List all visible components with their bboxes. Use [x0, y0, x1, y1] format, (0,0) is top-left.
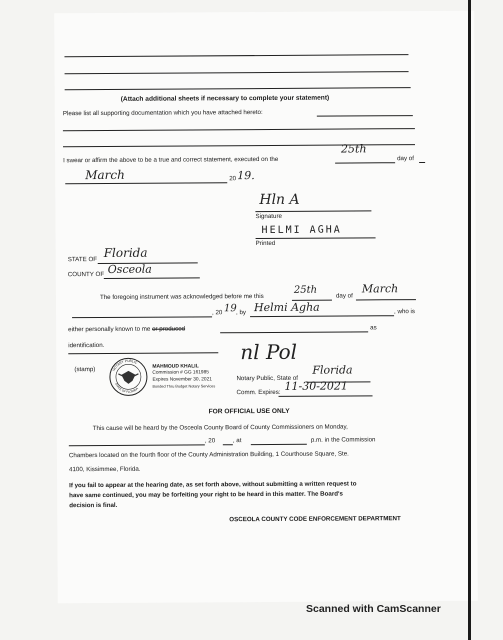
- notary-state-handwritten: Florida: [312, 363, 353, 377]
- day-of-line: [419, 162, 425, 163]
- svg-text:NOTARY PUBLIC: [112, 359, 139, 372]
- page-edge: [468, 0, 471, 640]
- state-handwritten: Florida: [103, 245, 148, 260]
- printed-label: Printed: [255, 239, 276, 248]
- warning-line-1: If you fail to appear at the hearing date, as set forth above, without submitting a written request to: [69, 480, 357, 490]
- department-name: OSCEOLA COUNTY CODE ENFORCEMENT DEPARTMENT: [229, 515, 401, 524]
- known-part: either personally known to me: [68, 325, 151, 334]
- swear-text: I swear or affirm the above to be a true and correct statement, executed on the: [63, 155, 279, 165]
- attach-heading: (Attach additional sheets if necessary to complete your statement): [120, 94, 330, 103]
- notary-name: MAHMOUD KHALIL: [152, 363, 199, 370]
- printed-name-handwritten: HELMI AGHA: [261, 224, 342, 237]
- who-is-label: , who is: [394, 308, 416, 316]
- day-label: day of: [397, 155, 414, 163]
- month-line: [65, 182, 227, 184]
- signature-label: Signature: [255, 212, 282, 221]
- statement-line: [65, 71, 409, 74]
- hearing-line-1: This cause will be heard by the Osceola County Board of County Commissioners on Monday,: [92, 423, 348, 433]
- hearing-line-3: Chambers located on the fourth floor of the County Administration Building, 1 Courthouse Square, Ste.: [68, 450, 349, 460]
- identification-label: identification.: [68, 341, 105, 350]
- notary-public-label: Notary Public, State of: [236, 374, 299, 383]
- hearing-at: , at: [232, 437, 242, 445]
- ack-year-handwritten: 19: [223, 303, 237, 315]
- notary-bonded: Bonded Thru Budget Notary Services: [152, 384, 216, 389]
- notary-seal: [108, 357, 148, 397]
- notary-commission: Commission # GG 161985: [152, 370, 209, 376]
- state-label: STATE OF: [67, 256, 98, 264]
- notary-signature-handwritten: nl Pol: [240, 339, 298, 365]
- ack-line: [72, 316, 212, 318]
- by-label: , by: [236, 309, 247, 317]
- printed-line: [256, 237, 376, 239]
- ack-year-prefix: , 20: [212, 309, 223, 317]
- as-label: as: [370, 324, 377, 332]
- seal-bottom-text: STATE OF FLORIDA: [114, 382, 139, 394]
- stamp-label: (stamp): [74, 366, 96, 374]
- official-use-heading: FOR OFFICIAL USE ONLY: [208, 407, 290, 416]
- ack-day-handwritten: 25th: [293, 284, 318, 296]
- documentation-prompt: Please list all supporting documentation which you have attached hereto:: [62, 109, 263, 118]
- hearing-pm: p.m. in the Commission: [310, 436, 376, 444]
- acknowledged-text: The foregoing instrument was acknowledged before me this: [99, 293, 264, 302]
- seal-text: NOTARY PUBLIC: [111, 358, 138, 372]
- documentation-line: [63, 128, 415, 131]
- executed-year-handwritten: 19.: [237, 169, 255, 183]
- ack-name-handwritten: Helmi Agha: [253, 300, 320, 315]
- statement-line: [65, 87, 411, 90]
- or-produced-struck: or produced: [152, 325, 186, 333]
- camscanner-watermark: Scanned with CamScanner: [306, 603, 441, 615]
- comm-expires-handwritten: 11-30-2021: [284, 379, 348, 393]
- ack-month-line: [356, 299, 416, 300]
- signature-line: [255, 210, 371, 212]
- hearing-time-line: [251, 444, 307, 445]
- seal-icon: [108, 357, 148, 397]
- executed-month-handwritten: March: [85, 167, 125, 183]
- notary-expires: Expires November 30, 2021: [152, 377, 212, 383]
- ack-month-handwritten: March: [361, 282, 399, 296]
- documentation-line: [317, 115, 413, 117]
- ack-name-line: [250, 315, 394, 317]
- hearing-year: , 20: [204, 437, 216, 445]
- comm-expires-line: [279, 395, 373, 397]
- comm-expires-label: Comm. Expires:: [236, 388, 281, 397]
- county-handwritten: Osceola: [107, 262, 152, 276]
- hearing-year-line: [223, 444, 233, 445]
- identification-line: [68, 352, 218, 354]
- day-line: [335, 162, 395, 163]
- year-prefix: 20: [229, 175, 237, 183]
- executed-day-handwritten: 25th: [340, 142, 367, 156]
- known-text: [68, 325, 185, 333]
- signature-handwritten: Hln A: [259, 191, 300, 209]
- hearing-date-line: [69, 444, 205, 446]
- warning-line-2: have same continued, you may be forfeiting your right to be heard in this matter. The Board's: [69, 490, 343, 500]
- ack-day-of-label: day of: [335, 292, 353, 300]
- warning-line-3: decision is final.: [69, 501, 118, 510]
- id-line: [220, 331, 368, 333]
- county-line: [104, 277, 200, 279]
- statement-line: [64, 54, 408, 57]
- document-page: [54, 11, 478, 604]
- county-label: COUNTY OF: [67, 270, 105, 279]
- hearing-line-4: 4100, Kissimmee, Florida.: [68, 465, 141, 474]
